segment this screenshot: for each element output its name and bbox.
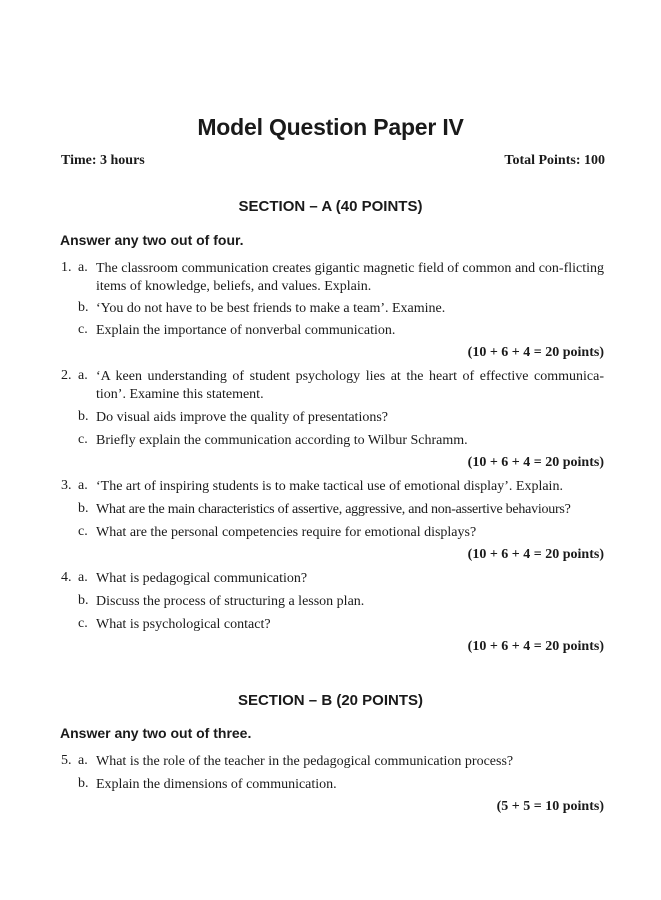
part-letter: c. (78, 432, 88, 447)
part-text: What is the role of the teacher in the pedagogical communication process? (96, 754, 514, 769)
page-title: Model Question Paper IV (197, 114, 464, 140)
part-letter: b. (78, 409, 89, 424)
question-number: 3. (61, 478, 72, 493)
part-letter: a. (78, 753, 88, 768)
part-letter: a. (78, 260, 88, 275)
part-letter: c. (78, 524, 88, 539)
question-number: 2. (61, 368, 72, 383)
part-text: What is pedagogical communication? (96, 571, 308, 586)
part-text: ‘A keen understanding of student psychology lies at the heart of effective communica-tion’. Examine this statement. (96, 369, 604, 402)
section-b-instruction: Answer any two out of three. (60, 725, 252, 741)
part-letter: b. (78, 501, 89, 516)
question-points: (10 + 6 + 4 = 20 points) (467, 639, 604, 654)
part-text: ‘The art of inspiring students is to make tactical use of emotional display’. Explain. (96, 479, 563, 494)
part-text: Explain the importance of nonverbal communication. (96, 323, 396, 338)
question-points: (10 + 6 + 4 = 20 points) (467, 547, 604, 562)
section-a-heading: SECTION – A (40 POINTS) (238, 198, 423, 215)
question-number: 5. (61, 753, 72, 768)
part-letter: c. (78, 616, 88, 631)
question-number: 1. (61, 260, 72, 275)
question-points: (5 + 5 = 10 points) (496, 799, 604, 814)
part-letter: b. (78, 593, 89, 608)
part-text: Do visual aids improve the quality of presentations? (96, 410, 388, 425)
part-text: ‘You do not have to be best friends to make a team’. Examine. (96, 301, 446, 316)
part-text: The classroom communication creates gigantic magnetic field of common and con-flicting items of knowledge, beliefs, and values. Explain. (96, 261, 604, 294)
section-b-heading: SECTION – B (20 POINTS) (237, 692, 424, 709)
part-letter: b. (78, 300, 89, 315)
part-letter: a. (78, 478, 88, 493)
part-text: Briefly explain the communication according to Wilbur Schramm. (96, 433, 468, 448)
part-letter: a. (78, 570, 88, 585)
part-letter: b. (78, 776, 89, 791)
part-text: What are the personal competencies require for emotional displays? (96, 525, 477, 540)
part-text: What is psychological contact? (96, 617, 271, 632)
part-text: Discuss the process of structuring a lesson plan. (96, 594, 365, 609)
part-letter: c. (78, 322, 88, 337)
part-text: What are the main characteristics of assertive, aggressive, and non-assertive behaviours? (96, 502, 571, 517)
question-number: 4. (61, 570, 72, 585)
question-points: (10 + 6 + 4 = 20 points) (467, 455, 604, 470)
time-label: Time: 3 hours (61, 153, 145, 168)
part-text: Explain the dimensions of communication. (96, 777, 337, 792)
total-points-label: Total Points: 100 (504, 153, 605, 168)
question-points: (10 + 6 + 4 = 20 points) (467, 345, 604, 360)
section-a-instruction: Answer any two out of four. (60, 232, 244, 248)
part-letter: a. (78, 368, 88, 383)
